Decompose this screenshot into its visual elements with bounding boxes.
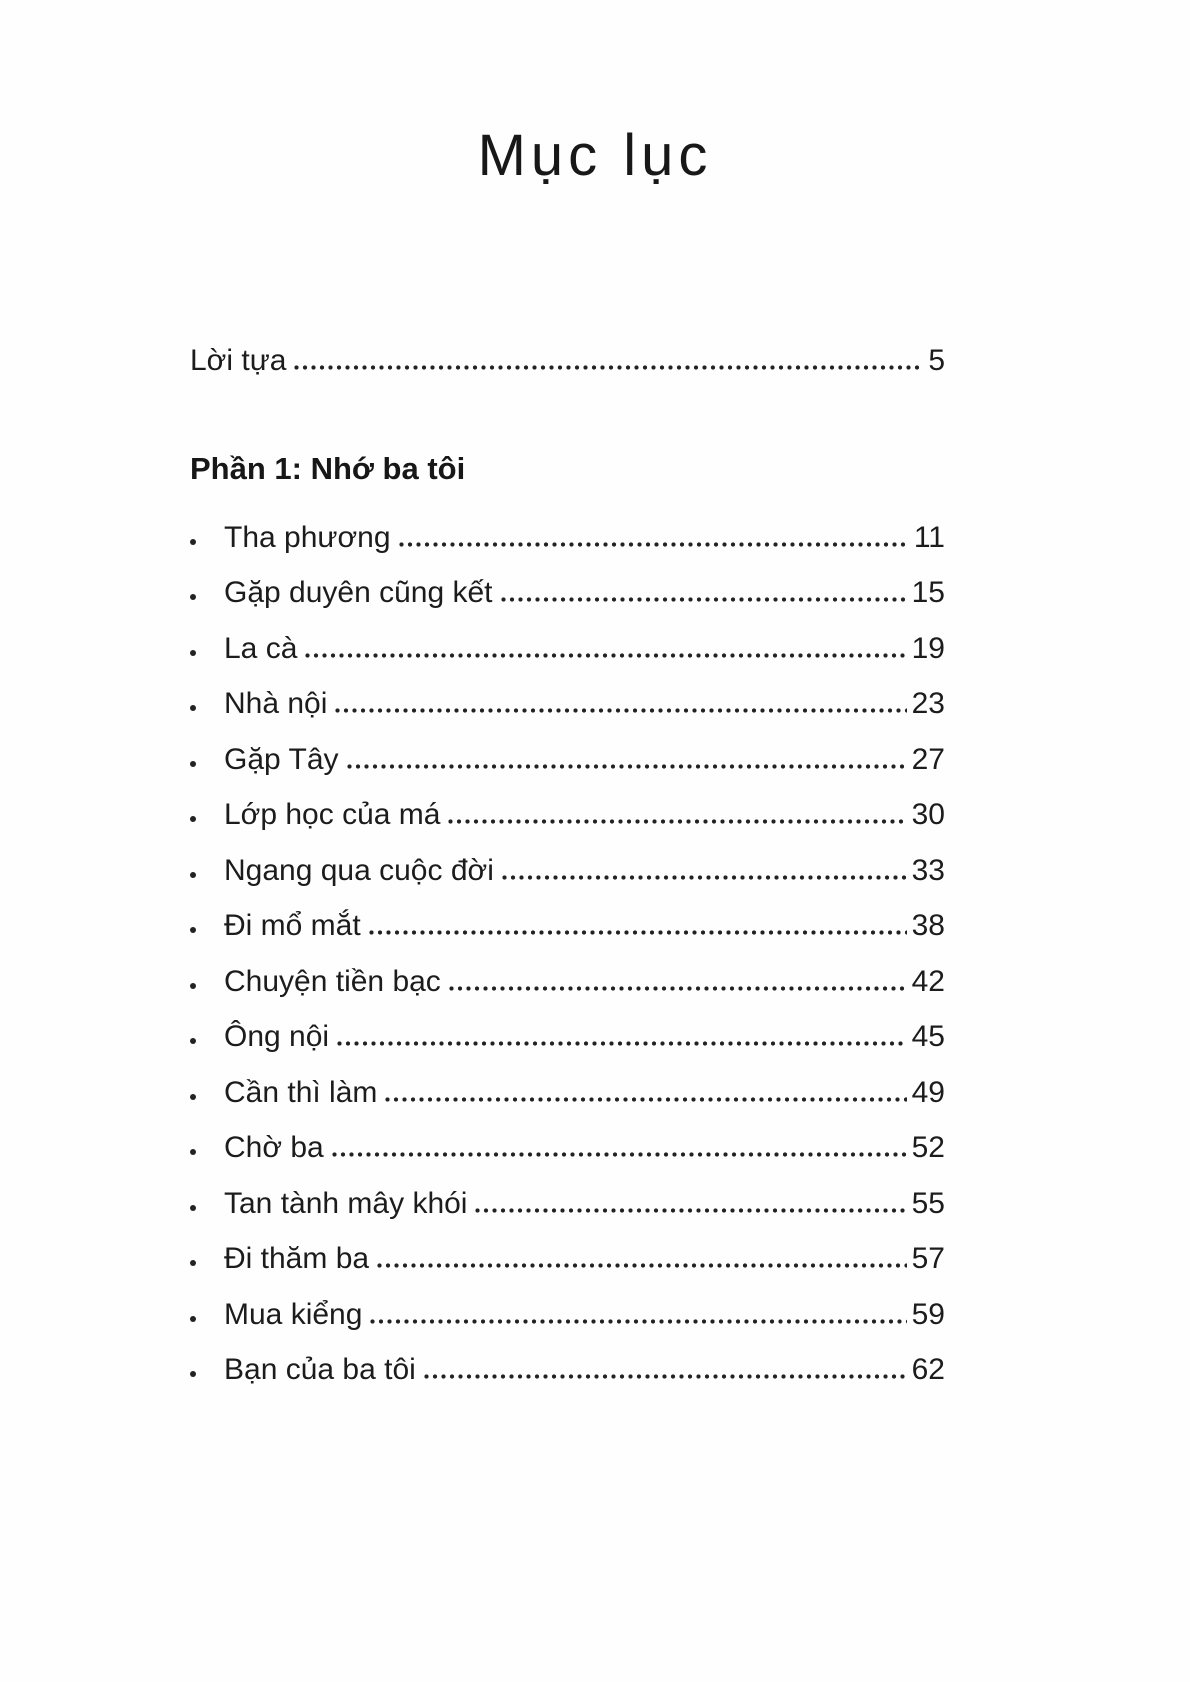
entry-page-number: 33 — [911, 853, 945, 887]
entry-page-number: 15 — [911, 576, 945, 609]
entry-page-number: 55 — [911, 1186, 945, 1220]
entry-label: Ông nội — [224, 1020, 330, 1053]
dot-leader — [294, 365, 923, 370]
dot-leader — [399, 542, 909, 547]
entry-label: Bạn của ba tôi — [224, 1353, 416, 1386]
toc-entry — [190, 632, 945, 667]
entry-label: Tha phương — [224, 520, 391, 554]
dot-leader — [369, 930, 907, 935]
dot-leader — [370, 1319, 906, 1324]
entry-bullet-icon — [190, 705, 196, 711]
preface-page-number: 5 — [928, 344, 945, 377]
toc-entry — [190, 1076, 945, 1111]
entry-page-number: 57 — [911, 1242, 945, 1275]
toc-entry — [190, 687, 945, 722]
entry-bullet-icon — [190, 1371, 196, 1377]
entry-label: Lớp học của má — [224, 798, 441, 831]
entry-page-number: 38 — [911, 909, 945, 942]
toc-entry — [190, 909, 945, 944]
entry-bullet-icon — [190, 1316, 196, 1322]
dot-leader — [332, 1152, 907, 1157]
entry-label: Ngang qua cuộc đời — [224, 853, 494, 887]
dot-leader — [335, 708, 906, 713]
dot-leader — [501, 597, 907, 602]
toc-entry — [190, 1020, 945, 1055]
entry-bullet-icon — [190, 1205, 196, 1211]
entry-label: Chờ ba — [224, 1131, 324, 1164]
toc-entry — [190, 1131, 945, 1166]
preface-row — [190, 344, 945, 379]
entry-bullet-icon — [190, 927, 196, 933]
toc-entry — [190, 1298, 945, 1333]
entry-bullet-icon — [190, 1260, 196, 1266]
entry-bullet-icon — [190, 816, 196, 822]
entry-label: Đi thăm ba — [224, 1242, 370, 1275]
dot-leader — [502, 875, 907, 880]
entry-label: La cà — [224, 631, 298, 665]
entry-page-number: 42 — [911, 964, 945, 998]
dot-leader — [424, 1374, 907, 1379]
toc-entry — [190, 1187, 945, 1222]
dot-leader — [377, 1263, 907, 1268]
dot-leader — [347, 764, 907, 769]
entry-label: Tan tành mây khói — [224, 1186, 468, 1220]
entry-label: Gặp duyên cũng kết — [224, 576, 493, 609]
dot-leader — [449, 986, 907, 991]
toc-entry — [190, 576, 945, 611]
toc-entry — [190, 1242, 945, 1277]
entry-page-number: 23 — [911, 687, 945, 720]
entry-bullet-icon — [190, 594, 196, 600]
entry-page-number: 30 — [911, 798, 945, 831]
entry-bullet-icon — [190, 1149, 196, 1155]
entry-bullet-icon — [190, 761, 196, 767]
toc-entry-list — [190, 521, 945, 1388]
table-of-contents — [190, 344, 945, 1388]
entry-bullet-icon — [190, 872, 196, 878]
dot-leader — [385, 1097, 906, 1102]
entry-page-number: 52 — [911, 1131, 945, 1164]
entry-page-number: 19 — [911, 631, 945, 665]
toc-entry — [190, 521, 945, 556]
preface-label: Lời tựa — [190, 344, 287, 377]
entry-page-number: 59 — [911, 1297, 945, 1331]
dot-leader — [475, 1208, 906, 1213]
dot-leader — [337, 1041, 907, 1046]
entry-label: Mua kiểng — [224, 1297, 363, 1331]
entry-page-number: 62 — [911, 1353, 945, 1386]
toc-entry — [190, 854, 945, 889]
entry-page-number: 49 — [911, 1075, 945, 1109]
page-title: Mục lục — [477, 123, 713, 188]
entry-page-number: 27 — [911, 742, 945, 776]
dot-leader — [305, 653, 906, 658]
entry-label: Chuyện tiền bạc — [224, 964, 441, 998]
entry-bullet-icon — [190, 650, 196, 656]
toc-entry — [190, 965, 945, 1000]
entry-bullet-icon — [190, 1038, 196, 1044]
entry-label: Nhà nội — [224, 687, 328, 720]
entry-label: Đi mổ mắt — [224, 909, 361, 942]
entry-label: Cần thì làm — [224, 1075, 378, 1109]
entry-bullet-icon — [190, 983, 196, 989]
toc-entry — [190, 743, 945, 778]
toc-entry — [190, 798, 945, 833]
section-title: Phần 1: Nhớ ba tôi — [190, 450, 466, 486]
entry-bullet-icon — [190, 539, 196, 545]
entry-label: Gặp Tây — [224, 742, 339, 776]
toc-entry — [190, 1353, 945, 1388]
entry-bullet-icon — [190, 1094, 196, 1100]
entry-page-number: 11 — [913, 520, 945, 554]
dot-leader — [448, 819, 906, 824]
entry-page-number: 45 — [911, 1020, 945, 1053]
